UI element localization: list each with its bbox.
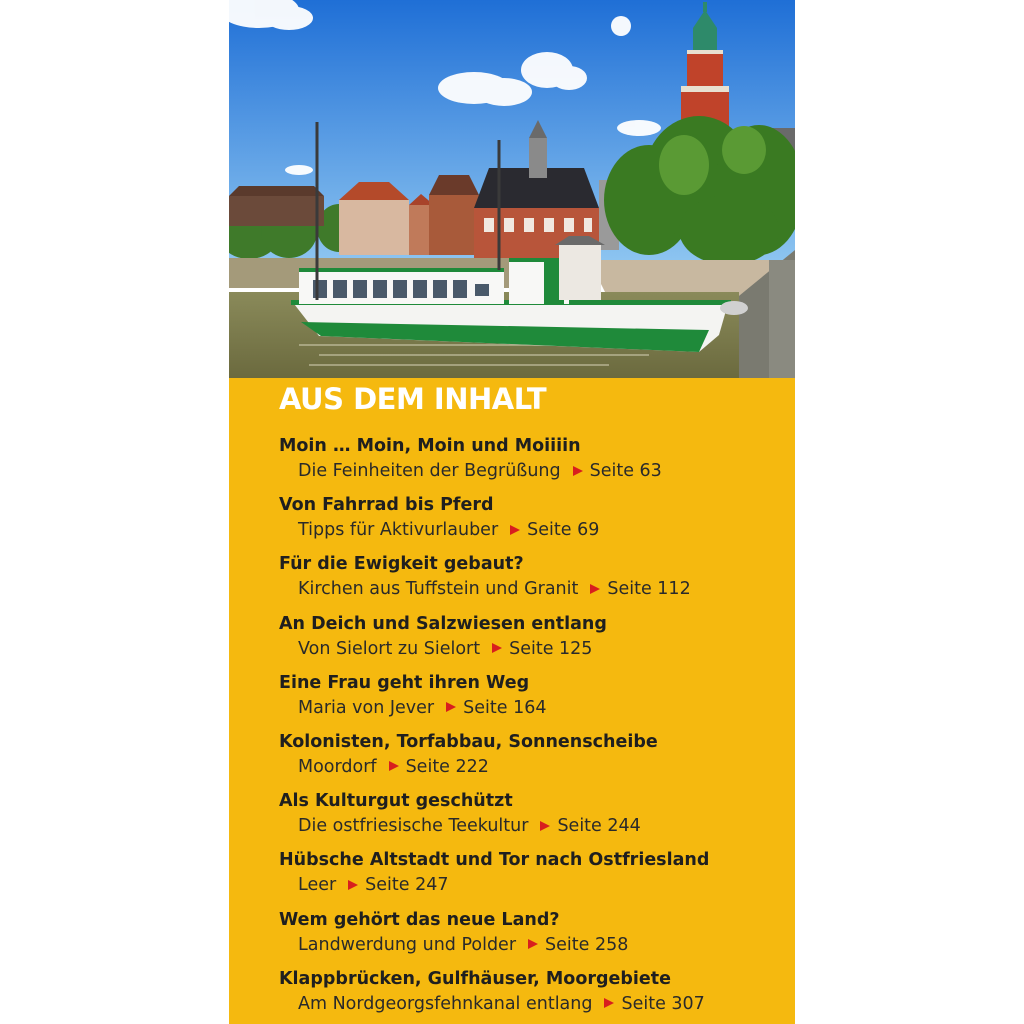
entry-subtitle-row	[279, 813, 789, 839]
entry-title: Für die Ewigkeit gebaut?	[279, 554, 524, 575]
contents-heading: AUS DEM INHALT	[279, 382, 547, 416]
list-item	[279, 967, 789, 1024]
triangle-right-icon	[492, 643, 502, 653]
triangle-right-icon	[510, 525, 520, 535]
entry-subtitle-row	[279, 517, 789, 543]
triangle-right-icon	[604, 998, 614, 1008]
entry-title: Kolonisten, Torfabbau, Sonnenscheibe	[279, 731, 658, 752]
list-item	[279, 789, 789, 848]
list-item	[279, 552, 789, 611]
entry-page-ref: Seite 125	[509, 638, 593, 659]
entry-subtitle: Maria von Jever	[298, 697, 435, 718]
triangle-right-icon	[540, 821, 550, 831]
list-item	[279, 434, 789, 493]
entry-subtitle-row	[279, 458, 789, 484]
entry-title: Moin … Moin, Moin und Moiiiin	[279, 436, 581, 456]
entry-subtitle: Moordorf	[298, 756, 377, 777]
book-page	[229, 0, 795, 1024]
entry-subtitle: Landwerdung und Polder	[298, 934, 517, 955]
entry-subtitle: Von Sielort zu Sielort	[298, 638, 481, 659]
entry-subtitle: Tipps für Aktivurlauber	[298, 520, 499, 541]
contents-panel	[229, 378, 795, 1024]
entry-subtitle: Am Nordgeorgsfehnkanal entlang	[298, 993, 593, 1014]
triangle-right-icon	[590, 584, 600, 594]
entry-subtitle-row	[279, 636, 789, 662]
contents-list	[279, 434, 789, 1024]
entry-subtitle-row	[279, 991, 789, 1017]
entry-subtitle-row	[279, 695, 789, 721]
triangle-right-icon	[573, 466, 583, 476]
entry-subtitle-row	[279, 932, 789, 958]
entry-subtitle: Leer	[298, 875, 337, 896]
entry-subtitle-row	[279, 872, 789, 898]
harbor-photo	[229, 0, 795, 378]
entry-page-ref: Seite 222	[405, 756, 489, 777]
list-item	[279, 493, 789, 552]
harbor-illustration	[229, 0, 795, 378]
entry-subtitle: Die Feinheiten der Begrüßung	[298, 461, 561, 481]
list-item	[279, 730, 789, 789]
entry-page-ref: Seite 63	[589, 461, 662, 481]
entry-page-ref: Seite 258	[545, 934, 629, 955]
entry-subtitle-row	[279, 754, 789, 780]
list-item	[279, 848, 789, 907]
entry-subtitle: Kirchen aus Tuffstein und Granit	[298, 579, 579, 600]
list-item	[279, 908, 789, 967]
entry-title: Als Kulturgut geschützt	[279, 791, 513, 812]
triangle-right-icon	[528, 939, 538, 949]
entry-page-ref: Seite 244	[557, 816, 641, 837]
entry-page-ref: Seite 247	[365, 875, 449, 896]
entry-title: Klappbrücken, Gulfhäuser, Moorgebiete	[279, 968, 672, 989]
triangle-right-icon	[446, 702, 456, 712]
entry-subtitle-row	[279, 576, 789, 602]
entry-title: Von Fahrrad bis Pferd	[279, 495, 494, 516]
triangle-right-icon	[348, 880, 358, 890]
entry-page-ref: Seite 112	[607, 579, 691, 600]
entry-page-ref: Seite 164	[463, 697, 547, 718]
triangle-right-icon	[389, 761, 399, 771]
list-item	[279, 612, 789, 671]
entry-page-ref: Seite 69	[527, 520, 600, 541]
entry-title: Eine Frau geht ihren Weg	[279, 672, 530, 693]
entry-title: Wem gehört das neue Land?	[279, 909, 560, 930]
list-item	[279, 671, 789, 730]
entry-subtitle: Die ostfriesische Teekultur	[298, 816, 529, 837]
entry-title: An Deich und Salzwiesen entlang	[279, 613, 607, 634]
entry-page-ref: Seite 307	[621, 993, 705, 1014]
entry-title: Hübsche Altstadt und Tor nach Ostfriesland	[279, 850, 710, 871]
